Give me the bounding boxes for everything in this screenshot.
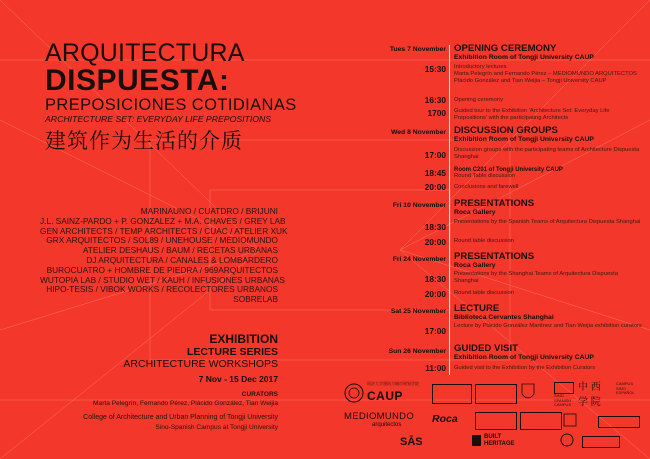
event-time: 11:00 — [425, 363, 446, 373]
participant-line: DJ ARQUITECTURA / CANALES & LOMBARDERO — [86, 254, 278, 265]
description-line: Marta Pelegrín and Fernando Pérez – MEDIOMUNDO ARQUITECTOS — [454, 71, 637, 78]
built-text: BUILT — [484, 434, 502, 440]
event-description: Presentations by the Spanish Teams of Arquitectura Dispuesta Shanghai — [454, 219, 641, 225]
event-description: Presentations by the Shanghai Teams of Arquitectura Dispuesta Shanghai — [454, 271, 618, 285]
event-title: PRESENTATIONS — [454, 198, 535, 209]
institution-logo-1 — [432, 384, 472, 404]
caup-logo — [344, 381, 424, 407]
heritage-text: HERITAGE — [484, 441, 515, 447]
event-time: 18:30 — [424, 222, 446, 232]
participant-line: GEN ARCHITECTS / TEMP ARCHITECTS / CUAC / ATELIER XUK — [40, 225, 288, 236]
event-time: 18:45 — [424, 168, 446, 178]
event-venue: Exhibition Room of Tongji University CAUP — [454, 136, 594, 143]
mediomundo-logo — [344, 411, 424, 428]
exhibition-subtitle: LECTURE SERIES — [186, 346, 278, 358]
event-venue: Roca Gallery — [454, 209, 496, 216]
mediomundo-name: MEDIOMUNDO — [344, 411, 415, 422]
event-venue: Exhibition Room of Tongji University CAUP — [454, 354, 594, 361]
organizer-1: College of Architecture and Urban Planning of Tongji University — [83, 414, 278, 421]
participant-line: J.L. SAINZ-PARDO + P. GONZALEZ + M.A. CHAVES / GREY LAB — [40, 215, 286, 226]
caup-name: CAUP — [367, 389, 404, 403]
curators-label: CURATORS — [241, 391, 278, 398]
event-description: Lecture by Plácido González Martínez and Tian Weijia exhibition curators — [454, 323, 642, 329]
event-venue: Exhibition Room of Tongji University CAUP — [454, 54, 594, 61]
participant-line: BUROCUATRO + HOMBRE DE PIEDRA / 969ARQUITECTOS — [46, 264, 278, 275]
schedule-divider — [449, 45, 450, 375]
event-title: LECTURE — [454, 303, 500, 314]
institution-logo-3 — [475, 412, 517, 430]
event-time: 16:30 — [424, 95, 446, 105]
event-description: Round table discussion — [454, 238, 514, 244]
sas-logo: SĀS — [400, 436, 423, 448]
event-description: Round Table discussion — [454, 173, 516, 179]
event-description: Opening ceremony — [454, 97, 503, 103]
curators-names: Marta Pelegrín, Fernando Pérez, Plácido González, Tian Weijia — [93, 400, 278, 407]
event-description: Guided visit to the Exhibition by the Exhibition Curators — [454, 365, 596, 371]
day-label: Wed 8 November — [390, 129, 446, 136]
event-venue: Room C201 of Tongji University CAUP — [454, 167, 563, 173]
day-label: Fri 24 November — [392, 256, 446, 263]
title-block — [45, 40, 345, 156]
campus-espanol-text: CAMPUS SINO ESPAÑOL — [616, 381, 635, 396]
sino-campus-text: SINO SPANISH CAMPUS — [554, 393, 572, 408]
description-line: Plácido González and Tian Weijia – Tongji University CAUP — [454, 78, 607, 85]
title-line-1: ARQUITECTURA — [45, 39, 245, 67]
day-label: Sat 25 November — [390, 308, 446, 315]
participant-line: ATELIER DESHAUS / BAUM / RECETAS URBANAS — [82, 245, 278, 256]
title-line-4: ARCHITECTURE SET: EVERYDAY LIFE PREPOSITIONS — [45, 114, 272, 124]
event-time: 17:00 — [424, 326, 446, 336]
built-heritage-icon — [472, 435, 481, 446]
institution-logo-2 — [475, 384, 517, 404]
caup-chinese-name: 同济大学建筑与城市规划学院 — [367, 381, 419, 386]
participant-line: WUTOPIA LAB / STUDIO WET / KAUH / INFUSIONES URBANAS — [40, 274, 285, 285]
day-label: Fri 10 November — [392, 202, 446, 209]
institution-logo-4 — [520, 412, 562, 430]
event-title: DISCUSSION GROUPS — [454, 125, 558, 136]
institution-logo-5 — [598, 416, 640, 428]
title-line-2: DISPUESTA: — [45, 64, 230, 97]
participant-line: HIPO-TESIS / VIBOK WORKS / RECOLECTORES URBANOS — [46, 284, 278, 295]
institution-logo-6 — [582, 436, 620, 448]
event-title: GUIDED VISIT — [454, 343, 518, 354]
sponsor-logos — [340, 378, 640, 456]
exhibition-dates: 7 Nov - 15 Dec 2017 — [198, 374, 278, 384]
curators-block — [40, 391, 278, 432]
event-time: 17:00 — [424, 150, 446, 160]
event-description — [454, 64, 644, 85]
title-line-3: PREPOSICIONES COTIDIANAS — [45, 96, 297, 114]
participant-line: MARINAUNO / CUATDRO / BRIJUNI — [140, 206, 278, 216]
event-time: 15:30 — [424, 64, 446, 74]
event-venue: Biblioteca Cervantes Shanghai — [454, 314, 554, 321]
participants-list — [40, 206, 288, 305]
participant-line: GRX ARQUITECTOS / SOL89 / UNEHOUSE / MEDIOMUNDO — [46, 235, 278, 246]
event-time: 20:00 — [424, 237, 446, 247]
exhibition-subtitle-2: ARCHITECTURE WORKSHOPS — [123, 358, 278, 370]
event-time: 20:00 — [424, 182, 446, 192]
exhibition-block — [60, 333, 278, 386]
event-venue: Roca Gallery — [454, 262, 496, 269]
event-description: Round table discussion — [454, 290, 514, 296]
event-description: Conclusions and farewell — [454, 184, 519, 190]
organizer-2: Sino-Spanish Campus at Tongji University — [155, 423, 278, 431]
tongji-chinese-logo: 中 西 学 院 — [578, 382, 601, 408]
title-chinese: 建筑作为生活的介质 — [45, 130, 243, 153]
roca-logo — [432, 413, 472, 425]
participant-line: SOBRELAB — [233, 294, 278, 305]
event-description: Discussion groups with the participating teams of Architecture Dispuesta Shanghai — [454, 147, 640, 161]
event-title: OPENING CEREMONY — [454, 43, 557, 54]
roca-name: Roca — [432, 413, 458, 425]
event-time: 18:30 — [424, 274, 446, 284]
event-description: Guided tour to the Exhibition 'Architecture Set: Everyday Life Prepositions' with the participating Architects — [454, 108, 610, 122]
tongji-seal-icon — [344, 383, 364, 403]
day-label: Sun 26 November — [388, 348, 446, 355]
event-time: 20:00 — [424, 289, 446, 299]
emblem-icon — [562, 412, 580, 428]
cervantes-icon — [558, 432, 578, 450]
coat-of-arms-icon — [520, 382, 540, 404]
description-line: Introductory lectures — [454, 64, 507, 70]
mediomundo-sub: arquitectos — [372, 422, 402, 428]
exhibition-title: EXHIBITION — [209, 332, 278, 346]
day-label: Tues 7 November — [389, 46, 446, 53]
event-title: PRESENTATIONS — [454, 251, 535, 262]
event-time: 1700 — [427, 108, 446, 118]
